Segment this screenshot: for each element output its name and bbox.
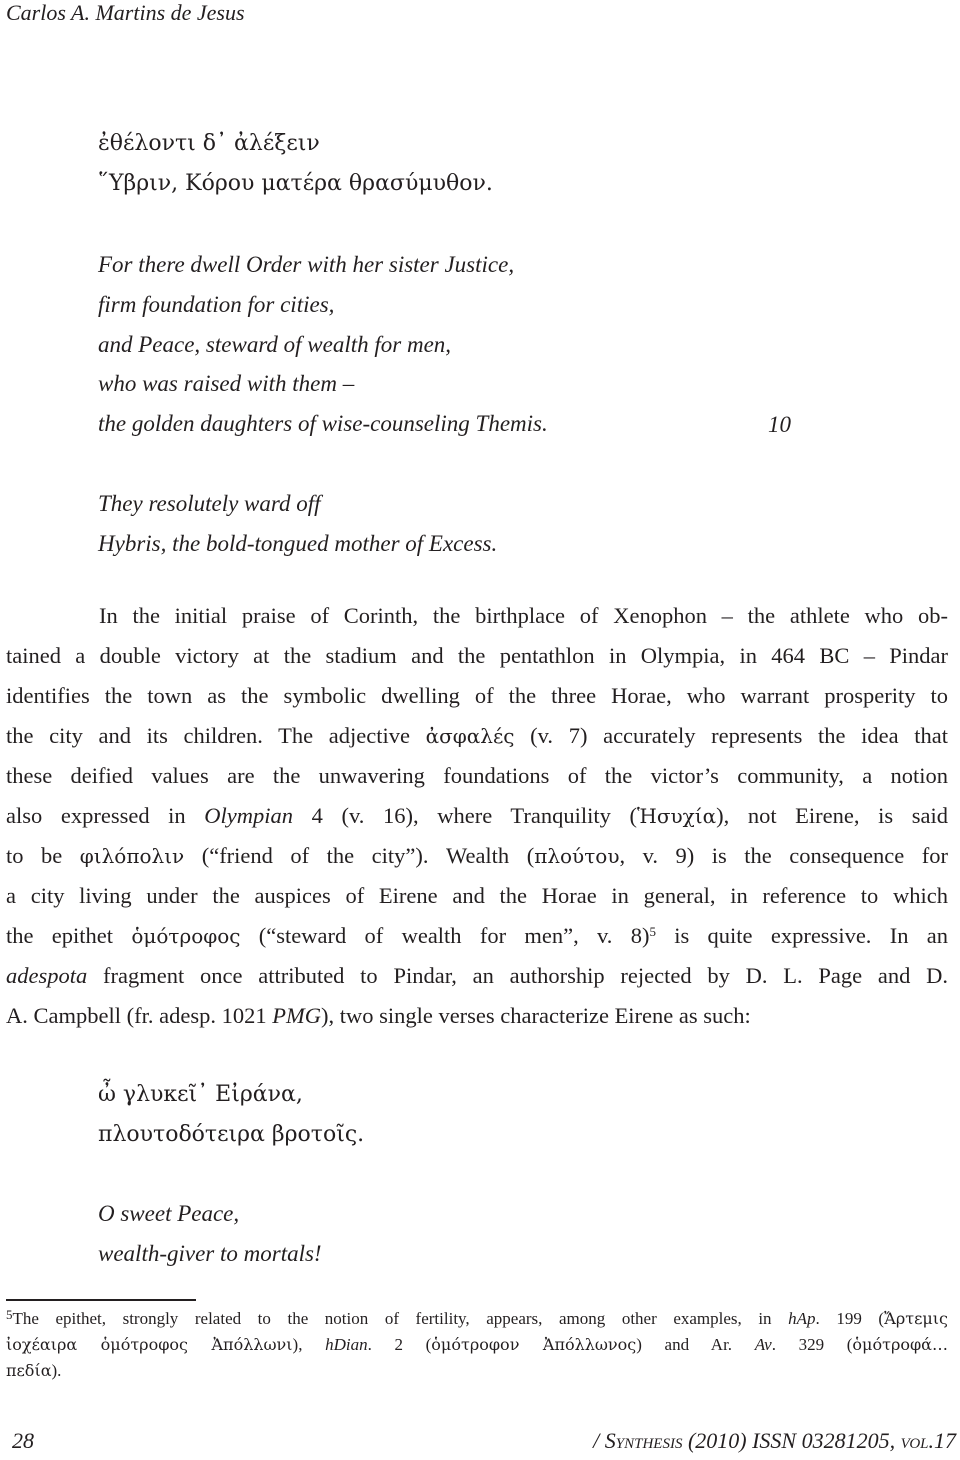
- body-line: these deified values are the unwavering foundations of the victor’s community, a notion: [6, 763, 948, 788]
- verse-line-number: 10: [768, 412, 791, 437]
- italic-title: Olympian: [204, 803, 294, 828]
- body-line: the epithet ὁμότροφος (“steward of wealth for men”, v. 8)$^5$ is quite expressive. In an: [6, 923, 948, 948]
- greek-term: πλούτου: [534, 844, 620, 868]
- body-line: adespota fragment once attributed to Pindar, an authorship rejected by D. L. Page and D.: [6, 963, 948, 988]
- body-line: to be φιλόπολιν (“friend of the city”). Wealth (πλούτου, v. 9) is the consequence for: [6, 843, 948, 868]
- body-line: tained a double victory at the stadium and the pentathlon in Olympia, in 464 BC – Pindar: [6, 643, 948, 668]
- greek-term: Ἄρτεμις: [884, 1309, 948, 1328]
- body-line: A. Campbell (fr. adesp. 1021 PMG), two single verses characterize Eirene as such:: [6, 1003, 751, 1028]
- greek-term: ὁμότροφον Ἀπόλλωνος: [431, 1335, 637, 1354]
- translation-line: the golden daughters of wise-counseling Themis.: [98, 411, 548, 436]
- translation-line: firm foundation for cities,: [98, 292, 335, 317]
- footnote-line: πεδία).: [6, 1361, 62, 1380]
- translation-line: They resolutely ward off: [98, 491, 321, 516]
- journal-citation: / Synthesis (2010) ISSN 03281205, vol.17: [593, 1428, 956, 1453]
- italic-term: PMG: [272, 1003, 321, 1028]
- greek-term: πεδία: [6, 1361, 52, 1380]
- body-paragraph: [6, 596, 948, 1036]
- translation-line: For there dwell Order with her sister Justice,: [98, 252, 515, 277]
- page-number: 28: [12, 1428, 34, 1453]
- greek-term: ἀσφαλές: [425, 724, 515, 748]
- greek-term: ὁμότροφος: [131, 924, 241, 948]
- greek-term: φιλόπολιν: [79, 844, 185, 868]
- body-line: also expressed in Olympian 4 (v. 16), where Tranquility (Ἡσυχία), not Eirene, is said: [6, 803, 948, 828]
- greek-term: ὁμότροφά…: [852, 1335, 948, 1354]
- footnote-separator: [6, 1299, 196, 1301]
- translation-line: Hybris, the bold-tongued mother of Excess.: [98, 531, 498, 556]
- body-line: In the initial praise of Corinth, the birthplace of Xenophon – the athlete who ob-: [99, 603, 948, 628]
- greek-term: Ἡσυχία: [636, 804, 717, 828]
- translation-line: wealth-giver to mortals!: [98, 1241, 322, 1266]
- greek-verse-line: ῞Υβριν, Κόρου ματέρα θρασύμυθον.: [98, 171, 493, 196]
- greek-verse-line: ὦ γλυκεῖ᾽ Εἰράνα,: [98, 1082, 303, 1107]
- running-header-author: Carlos A. Martins de Jesus: [6, 0, 245, 25]
- footnote-reference[interactable]: 5: [649, 924, 656, 939]
- greek-term: ἰοχέαιρα ὁμότροφος Ἀπόλλωνι: [6, 1335, 293, 1354]
- greek-verse-line: πλουτοδότειρα βροτοῖς.: [98, 1122, 365, 1147]
- footnote: [6, 1306, 948, 1384]
- italic-term: adespota: [6, 963, 88, 988]
- translation-line: and Peace, steward of wealth for men,: [98, 332, 452, 357]
- footnote-number: 5: [6, 1307, 13, 1322]
- body-line: a city living under the auspices of Eirene and the Horae in general, in reference to which: [6, 883, 948, 908]
- greek-verse-line: ἐθέλοντι δ᾽ ἀλέξειν: [98, 131, 320, 156]
- footnote-line: $^5$The epithet, strongly related to the notion of fertility, appears, among other examples, in hAp. 199 (Ἄρτεμις: [6, 1307, 948, 1328]
- translation-line: who was raised with them –: [98, 371, 355, 396]
- translation-line: O sweet Peace,: [98, 1201, 240, 1226]
- body-line: the city and its children. The adjective ἀσφαλές (v. 7) accurately represents the idea that: [6, 723, 948, 748]
- body-line: identifies the town as the symbolic dwelling of the three Horae, who warrant prosperity to: [6, 683, 948, 708]
- footnote-line: ἰοχέαιρα ὁμότροφος Ἀπόλλωνι), hDian. 2 (ὁμότροφον Ἀπόλλωνος) and Ar. Av. 329 (ὁμότροφά…: [6, 1335, 948, 1354]
